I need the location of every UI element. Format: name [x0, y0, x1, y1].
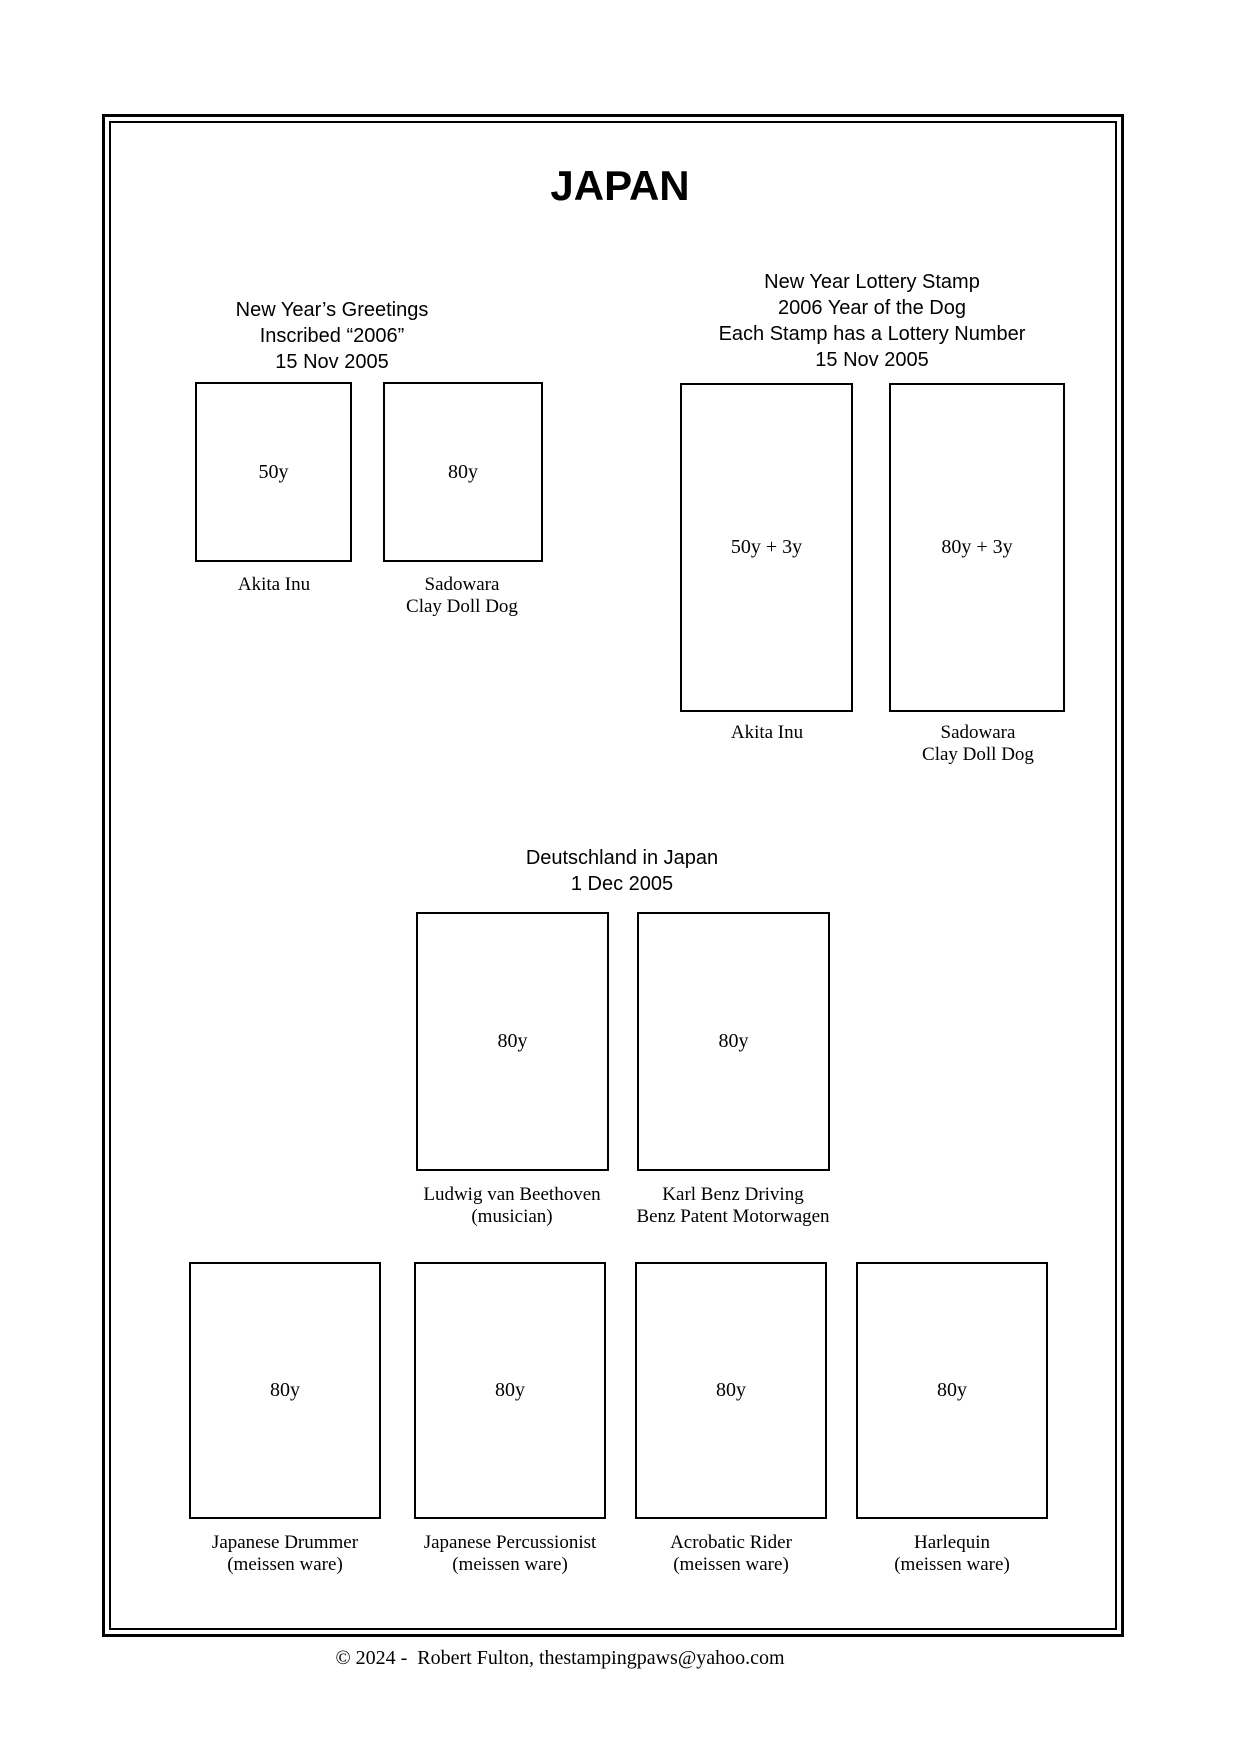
caption-line: Harlequin [914, 1532, 990, 1553]
caption-line: (meissen ware) [673, 1554, 789, 1575]
caption-line: Benz Patent Motorwagen [636, 1206, 830, 1227]
stamp-caption-sadowara-clay-doll-dog [312, 574, 612, 618]
stamp-value: 80y [270, 1379, 300, 1401]
caption-line: Akita Inu [237, 574, 311, 595]
stamp-value: 80y [937, 1379, 967, 1401]
caption-line: (musician) [471, 1206, 553, 1227]
stamp-box-80y-harlequin [856, 1262, 1048, 1519]
caption-line: Sadowara [940, 722, 1016, 743]
section-heading-new-year-lottery-stamp [672, 269, 1072, 373]
caption-line: Japanese Drummer [211, 1532, 359, 1553]
stamp-value: 80y [716, 1379, 746, 1401]
stamp-caption-sadowara-lottery [828, 722, 1128, 766]
stamp-box-80y-beethoven [416, 912, 609, 1171]
stamp-value: 50y [258, 460, 289, 483]
caption-line: Karl Benz Driving [662, 1184, 804, 1205]
stamp-box-80y-sadowara [383, 382, 543, 562]
stamp-value: 80y [718, 1030, 749, 1052]
heading-line: 15 Nov 2005 [815, 349, 929, 371]
section-heading-new-years-greetings [182, 297, 482, 375]
caption-line: Japanese Percussionist [423, 1532, 597, 1553]
section-heading-deutschland-in-japan [422, 845, 822, 897]
heading-line: Each Stamp has a Lottery Number [718, 323, 1026, 345]
stamp-box-80y-3y-sadowara [889, 383, 1065, 712]
copyright-footer: © 2024 - Robert Fulton, thestampingpaws@yahoo.com [335, 1647, 785, 1669]
caption-line: Acrobatic Rider [670, 1532, 792, 1553]
heading-line: Inscribed “2006” [259, 325, 405, 347]
stamp-box-80y-acrobatic-rider [635, 1262, 827, 1519]
stamp-caption-harlequin [802, 1532, 1102, 1576]
caption-line: (meissen ware) [894, 1554, 1010, 1575]
stamp-value: 50y + 3y [730, 536, 803, 558]
caption-line: (meissen ware) [227, 1554, 343, 1575]
heading-line: 15 Nov 2005 [275, 351, 389, 373]
caption-line: Sadowara [424, 574, 500, 595]
stamp-value: 80y [448, 460, 478, 483]
caption-line: (meissen ware) [452, 1554, 568, 1575]
caption-line: Ludwig van Beethoven [423, 1184, 601, 1205]
stamp-box-50y-3y-akita-inu [680, 383, 853, 712]
heading-line: 2006 Year of the Dog [778, 297, 966, 319]
stamp-box-80y-japanese-drummer [189, 1262, 381, 1519]
heading-line: 1 Dec 2005 [570, 873, 674, 895]
heading-line: Deutschland in Japan [525, 847, 719, 869]
caption-line: Akita Inu [730, 722, 804, 743]
heading-line: New Year Lottery Stamp [764, 271, 980, 293]
page-title: JAPAN [550, 162, 690, 209]
heading-line: New Year’s Greetings [235, 299, 429, 321]
stamp-box-80y-japanese-percussionist [414, 1262, 606, 1519]
caption-line: Clay Doll Dog [922, 744, 1034, 765]
stamp-box-50y-akita-inu [195, 382, 352, 562]
stamp-caption-karl-benz [583, 1184, 883, 1228]
stamp-value: 80y [497, 1030, 528, 1052]
stamp-box-80y-karl-benz [637, 912, 830, 1171]
caption-line: Clay Doll Dog [406, 596, 518, 617]
stamp-value: 80y [495, 1379, 525, 1401]
stamp-value: 80y + 3y [941, 536, 1013, 558]
